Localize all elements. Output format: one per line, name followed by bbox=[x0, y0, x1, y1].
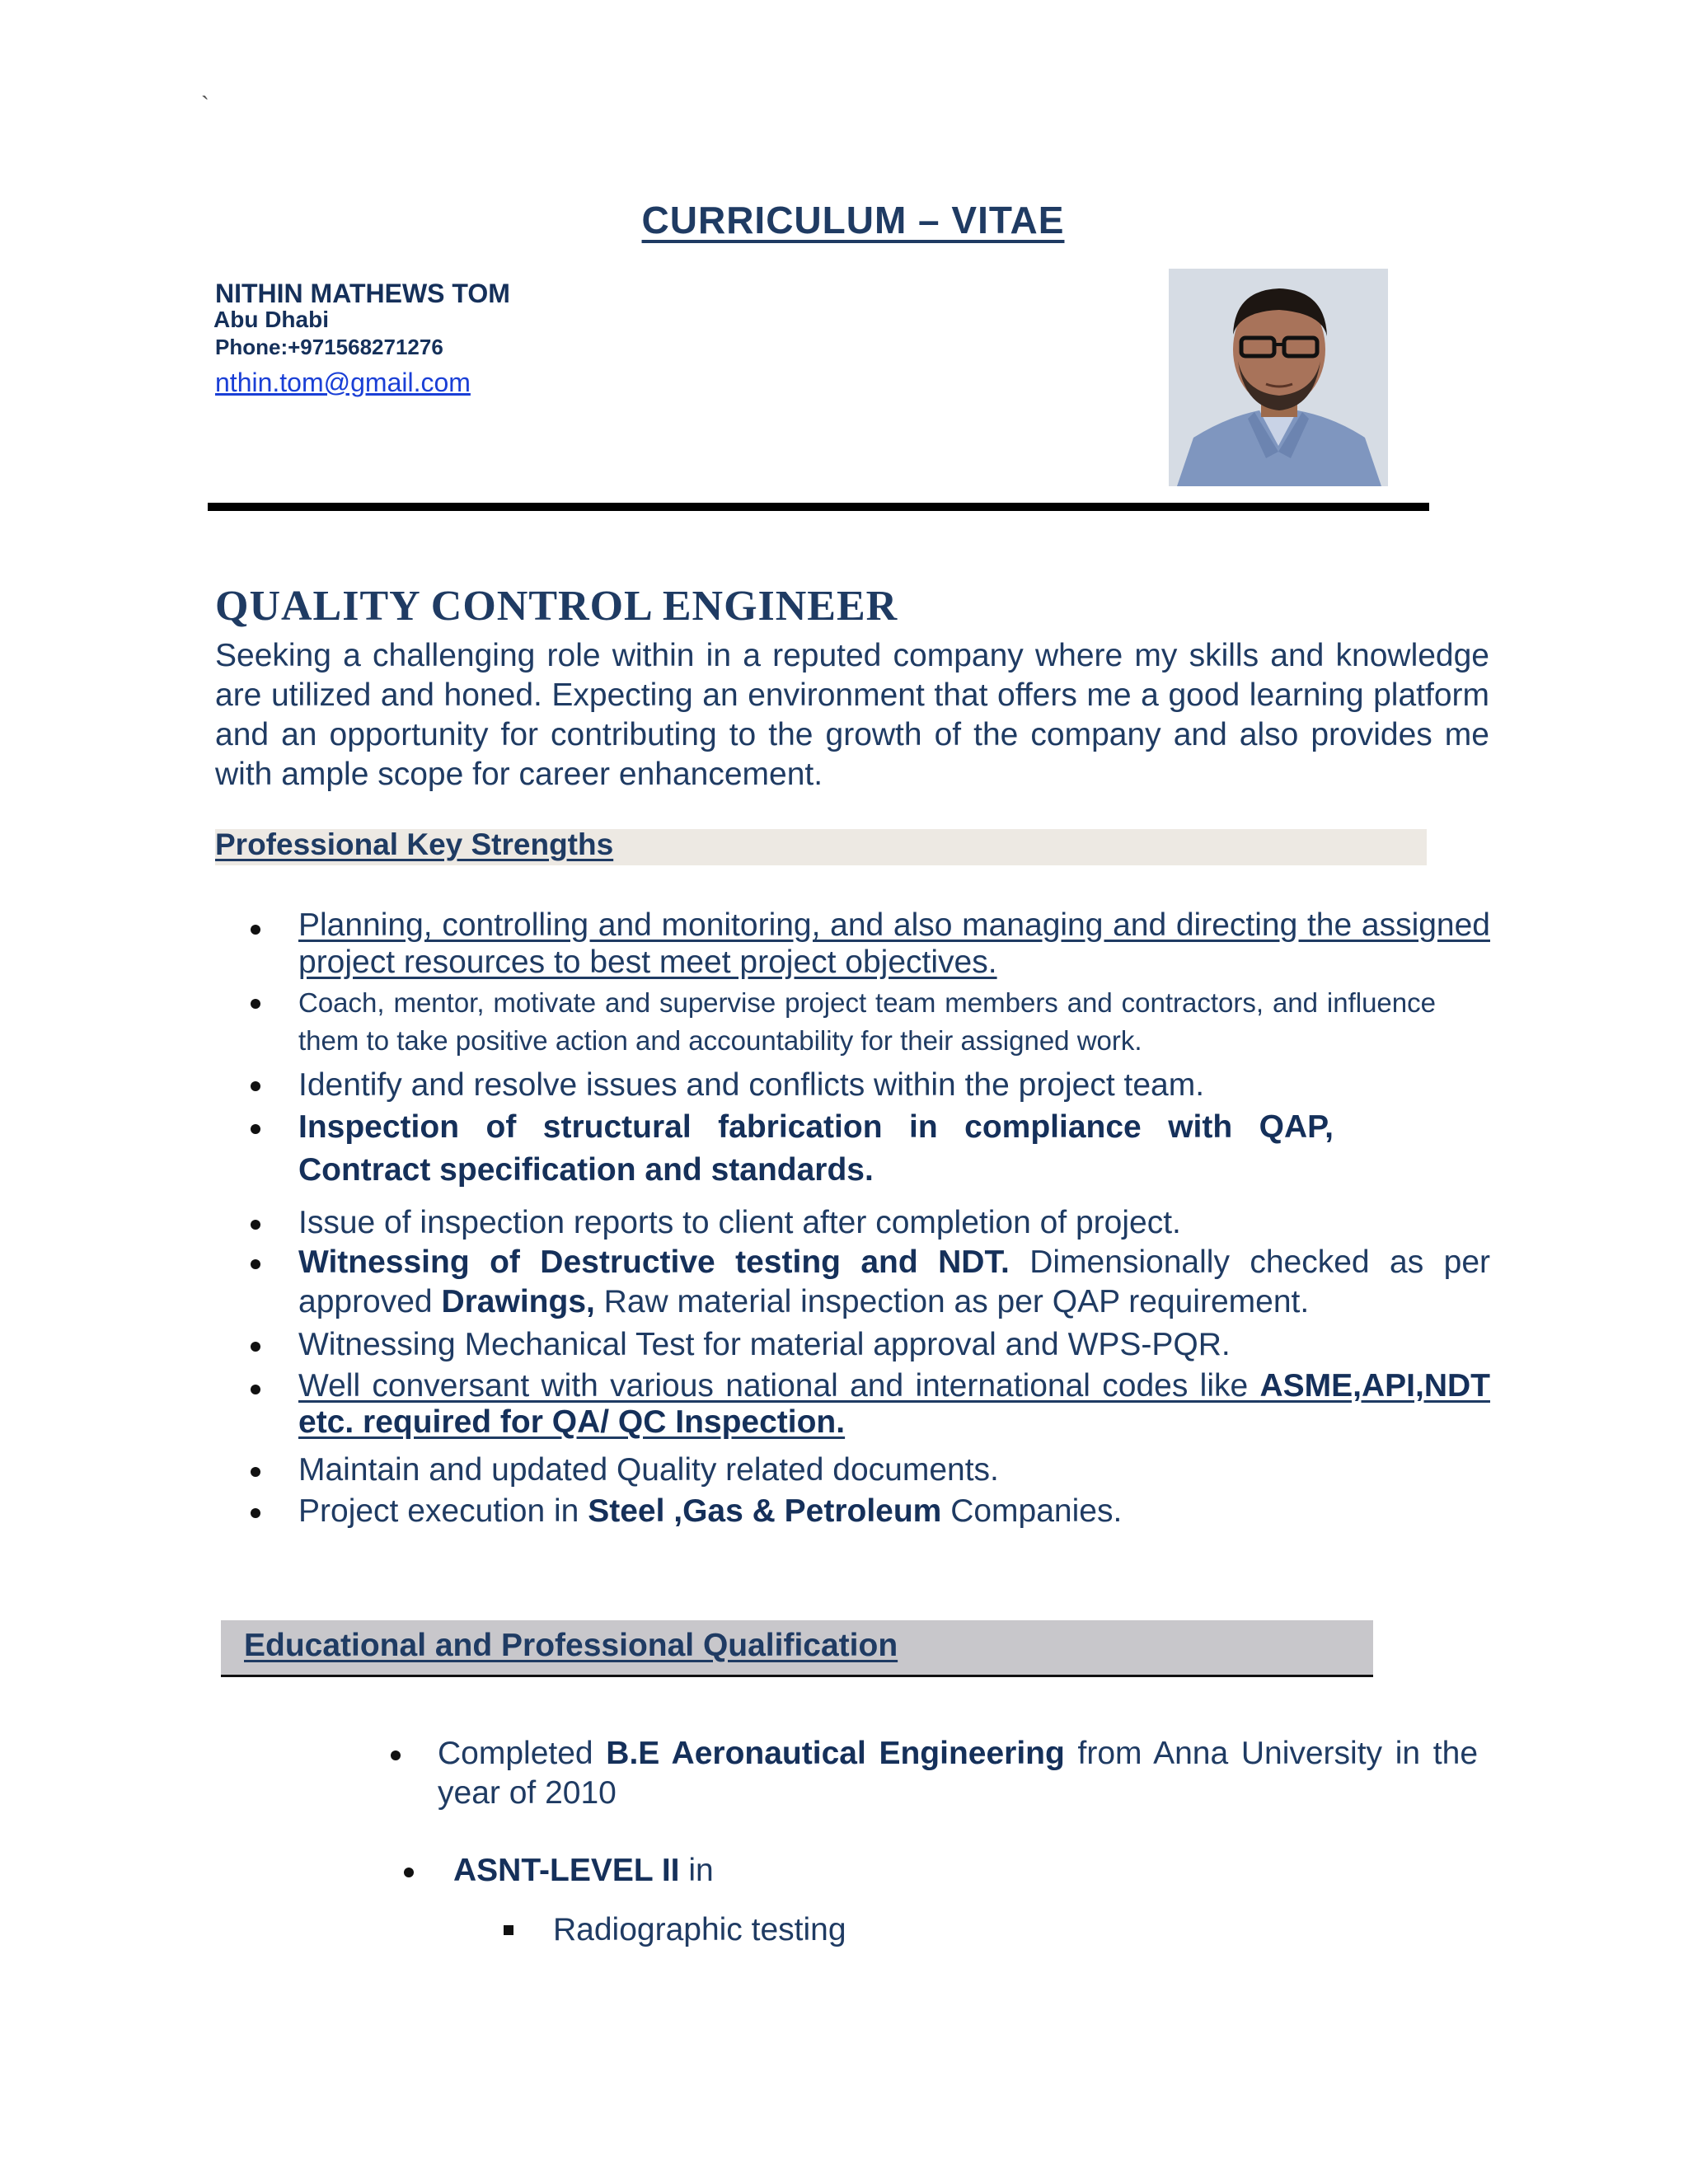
strength-item: Coach, mentor, motivate and supervise project team members and contractors, and influence them to take positive action and accountability for their assigned work. bbox=[298, 987, 1436, 1056]
bullet-icon bbox=[247, 921, 264, 938]
job-title: QUALITY CONTROL ENGINEER bbox=[215, 583, 898, 630]
strength-item: Witnessing Mechanical Test for material approval and WPS-PQR. bbox=[298, 1327, 1231, 1362]
strength-item: Identify and resolve issues and conflicts within the project team. bbox=[298, 1067, 1205, 1103]
strength-item-bold: Witnessing of Destructive testing and NDT. bbox=[298, 1244, 1010, 1280]
strength-item: Inspection of structural fabrication in compliance with QAP, Contract specification and standards. bbox=[298, 1109, 1334, 1188]
stray-mark: ` bbox=[201, 92, 209, 120]
strength-item: Planning, controlling and monitoring, and also managing and directing the assigned project resources to best meet project objectives. bbox=[298, 907, 1490, 980]
document-title: CURRICULUM – VITAE bbox=[641, 199, 1065, 241]
degree-item bbox=[438, 1734, 1478, 1813]
strength-item bbox=[298, 1492, 1490, 1531]
strength-item-text: Well conversant with various national and international codes like bbox=[298, 1368, 1260, 1404]
email-link[interactable]: nthin.tom@gmail.com bbox=[215, 368, 471, 397]
candidate-name: NITHIN MATHEWS TOM bbox=[215, 279, 510, 308]
header-divider bbox=[208, 503, 1429, 511]
strength-item bbox=[298, 1368, 1490, 1441]
education-heading: Educational and Professional Qualification bbox=[244, 1628, 898, 1663]
bullet-icon bbox=[247, 1464, 264, 1480]
profile-photo bbox=[1169, 269, 1388, 486]
bullet-icon bbox=[401, 1864, 417, 1881]
candidate-city: Abu Dhabi bbox=[213, 307, 329, 332]
strength-item bbox=[298, 1243, 1490, 1322]
strength-item-text: Project execution in bbox=[298, 1493, 588, 1529]
degree-name: B.E Aeronautical Engineering bbox=[606, 1736, 1065, 1771]
strengths-heading: Professional Key Strengths bbox=[215, 827, 614, 861]
career-objective: Seeking a challenging role within in a reputed company where my skills and knowledge are utilized and honed. Expecting an environment that offers me a good learning platform and an opportunity for contributing to the growth of the company and also provides me with ample scope for career enhancement. bbox=[215, 638, 1489, 792]
asnt-level: ASNT-LEVEL II bbox=[453, 1853, 680, 1888]
education-heading-underline bbox=[221, 1675, 1373, 1677]
bullet-icon bbox=[247, 1216, 264, 1233]
strength-item-text: Raw material inspection as per QAP requirement. bbox=[594, 1284, 1310, 1319]
bullet-icon bbox=[247, 1121, 264, 1137]
asnt-item bbox=[453, 1851, 1645, 1891]
degree-text: Completed bbox=[438, 1736, 607, 1771]
square-bullet-icon bbox=[504, 1925, 513, 1935]
strength-item-bold: Steel ,Gas & Petroleum bbox=[588, 1493, 942, 1529]
bullet-icon bbox=[247, 1078, 264, 1094]
bullet-icon bbox=[247, 1381, 264, 1398]
bullet-icon bbox=[247, 1338, 264, 1355]
bullet-icon bbox=[387, 1747, 404, 1764]
strength-item-bold: Drawings, bbox=[441, 1284, 595, 1319]
strength-item-text: Companies. bbox=[941, 1493, 1123, 1529]
method-item: Radiographic testing bbox=[553, 1912, 846, 1947]
strength-item-bold: ASME,API,NDT etc. required for QA/ QC Inspection. bbox=[298, 1368, 1490, 1440]
degree-text: from Anna University in the year of 2010 bbox=[438, 1736, 1479, 1811]
candidate-phone: Phone:+971568271276 bbox=[215, 335, 443, 359]
bullet-icon bbox=[247, 996, 264, 1012]
strength-item: Issue of inspection reports to client after completion of project. bbox=[298, 1205, 1181, 1240]
bullet-icon bbox=[247, 1256, 264, 1272]
bullet-icon bbox=[247, 1505, 264, 1521]
strength-item: Maintain and updated Quality related documents. bbox=[298, 1452, 999, 1488]
strength-item-text: Dimensionally checked as per approved bbox=[298, 1244, 1490, 1319]
asnt-text: in bbox=[679, 1853, 714, 1888]
